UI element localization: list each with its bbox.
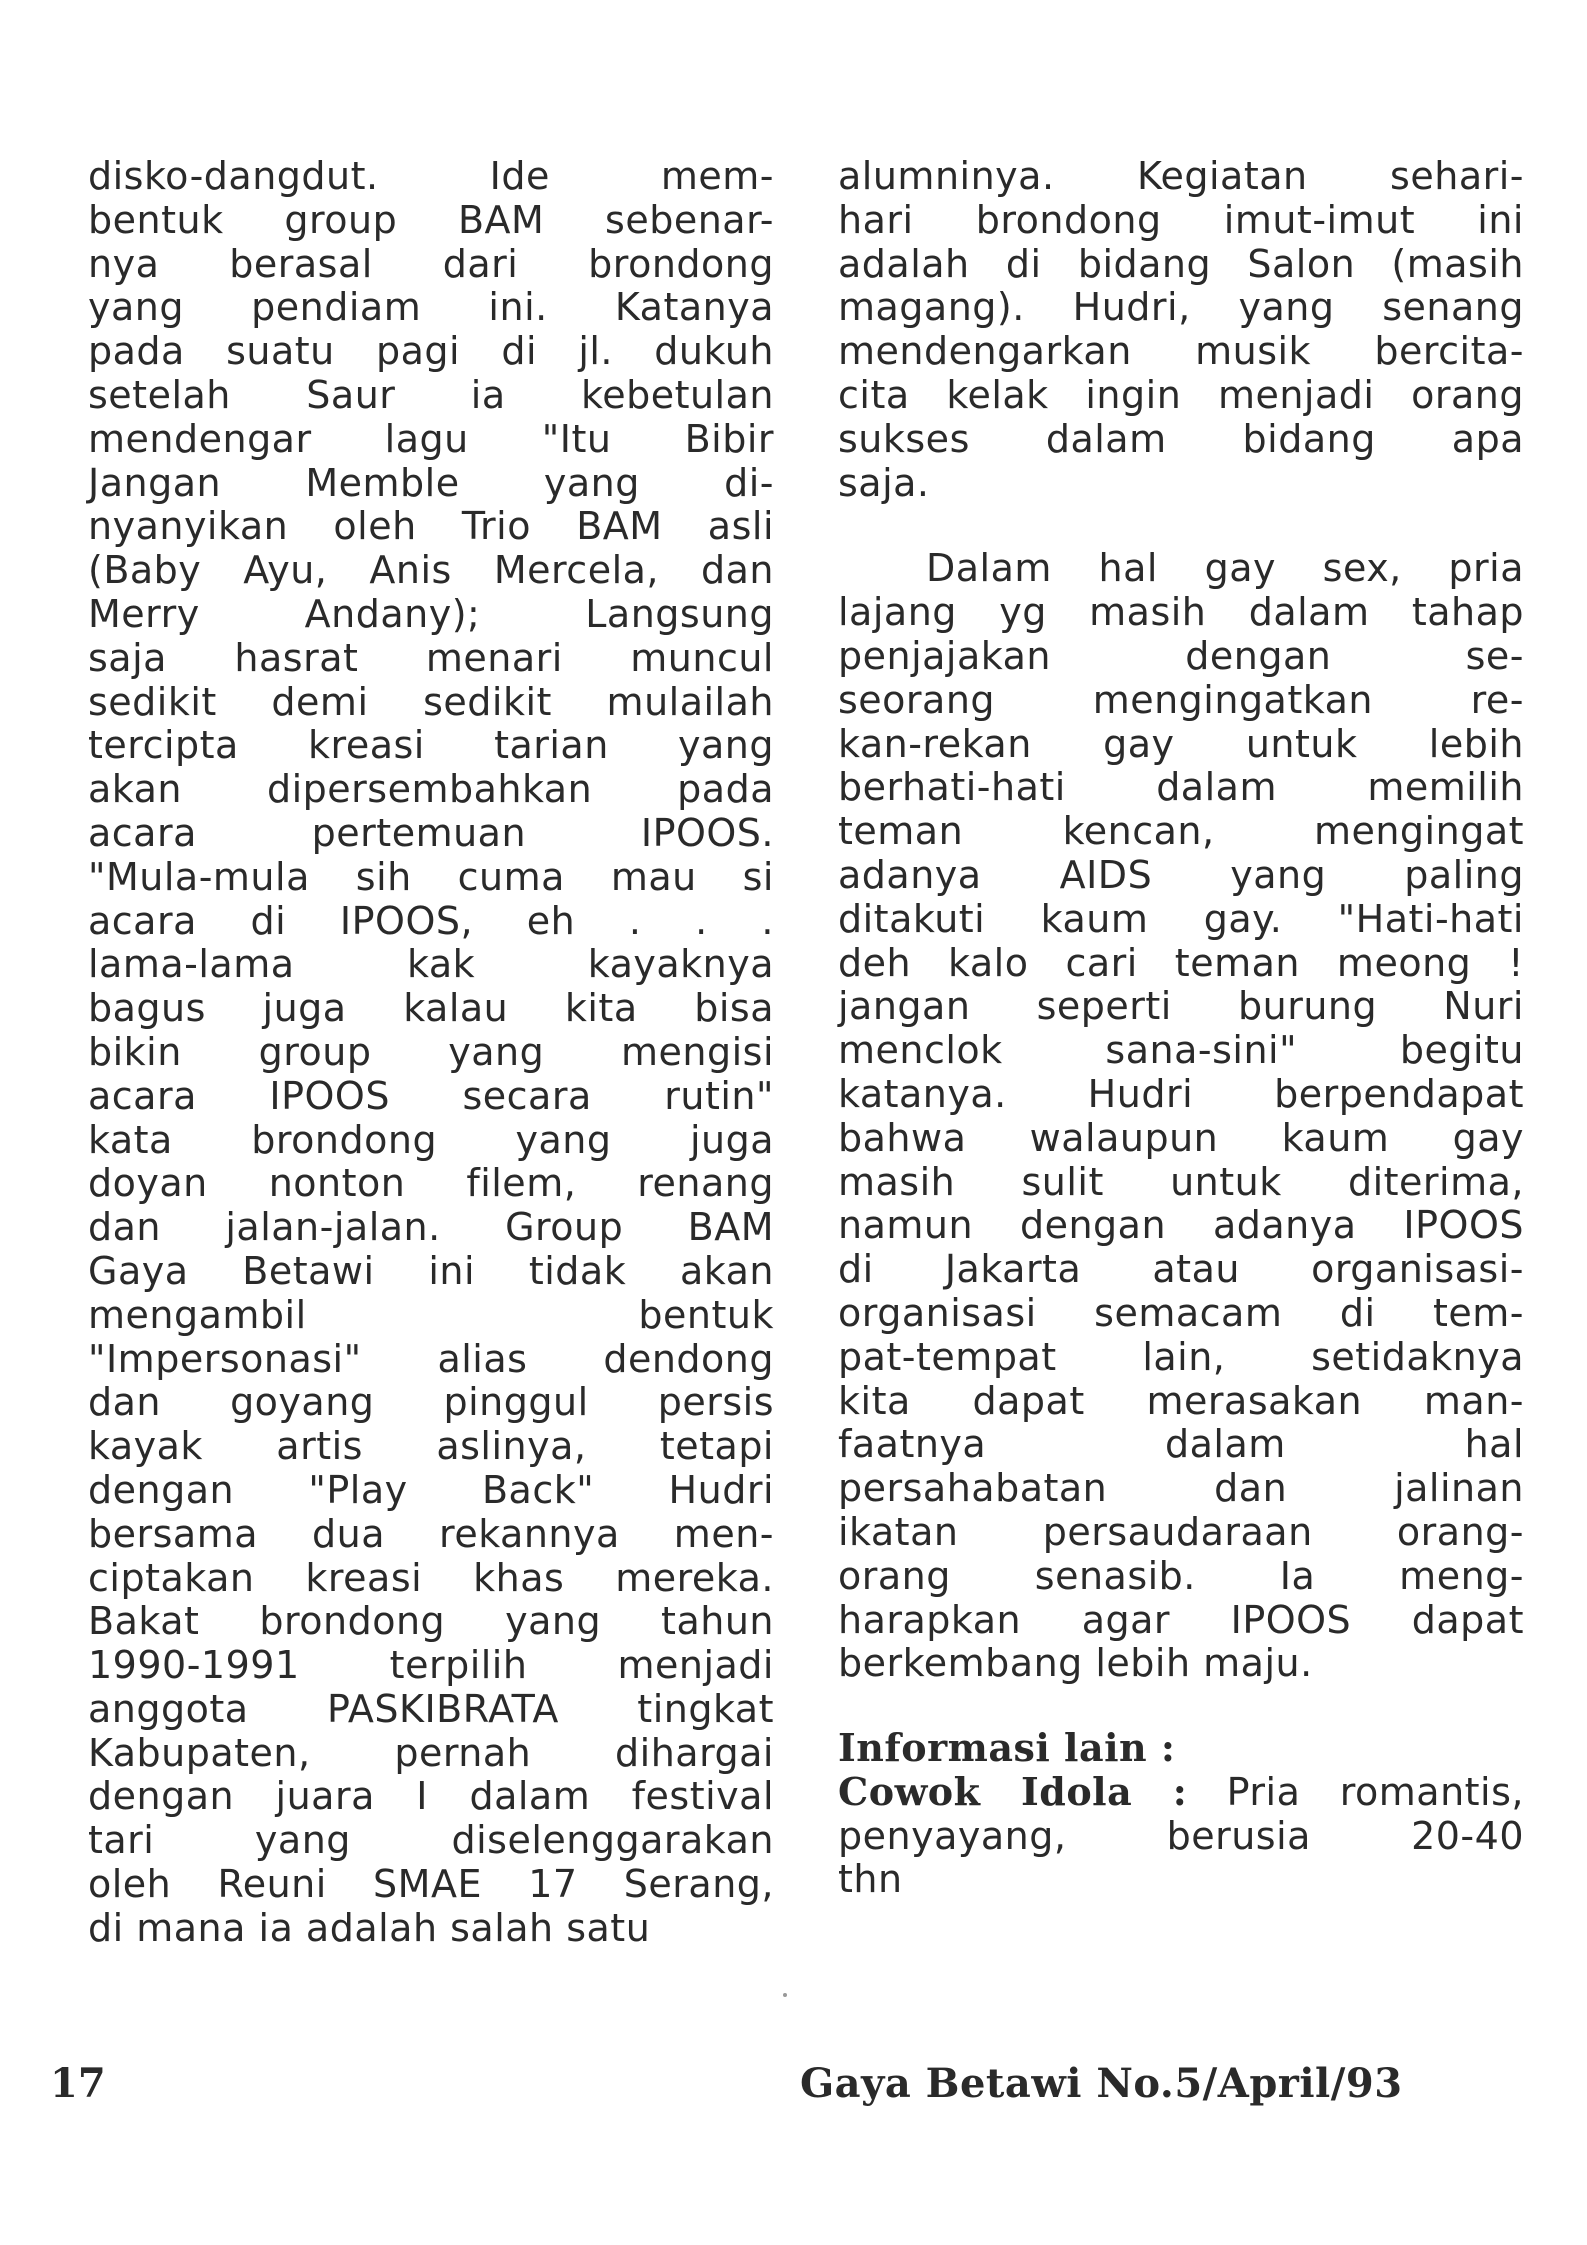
text-line: (Baby Ayu, Anis Mercela, dan xyxy=(88,548,774,593)
text-line: "Mula-mula sih cuma mau si xyxy=(88,854,774,899)
text-line: "Impersonasi" alias dendong xyxy=(88,1336,774,1381)
text-line: nya berasal dari brondong xyxy=(88,241,774,286)
text-line: persahabatan dan jalinan xyxy=(838,1466,1524,1511)
text-line: disko-dangdut. Ide mem- xyxy=(88,154,774,198)
info-heading: Informasi lain : xyxy=(838,1725,1176,1771)
text-line: adalah di bidang Salon (masih xyxy=(838,241,1524,286)
text-line: katanya. Hudri berpendapat xyxy=(838,1071,1524,1116)
idola-line xyxy=(838,1770,1524,1815)
text-line: adanya AIDS yang paling xyxy=(838,852,1524,897)
text-line: di Jakarta atau organisasi- xyxy=(838,1247,1524,1292)
text-line: bagus juga kalau kita bisa xyxy=(88,986,774,1031)
right-paragraph-1 xyxy=(838,155,1524,505)
masthead: Gaya Betawi No.5/April/93 xyxy=(800,2060,1403,2107)
text-line: dengan juara I dalam festival xyxy=(88,1774,774,1819)
text-line: menclok sana-sini" begitu xyxy=(838,1028,1524,1073)
text-line: yang pendiam ini. Katanya xyxy=(88,285,774,330)
text-line: ciptakan kreasi khas mereka. xyxy=(88,1555,774,1600)
text-line: mengambil bentuk xyxy=(88,1292,774,1337)
text-line: Jangan Memble yang di- xyxy=(88,460,774,505)
text-line: acara di IPOOS, eh . . . xyxy=(88,898,774,943)
text-line: acara pertemuan IPOOS. xyxy=(88,810,774,855)
text-line: bikin group yang mengisi xyxy=(88,1029,774,1074)
text-line: saja hasrat menari muncul xyxy=(88,635,774,680)
text-line: kan-rekan gay untuk lebih xyxy=(838,721,1524,766)
text-line: anggota PASKIBRATA tingkat xyxy=(88,1686,774,1731)
text-line: alumninya. Kegiatan sehari- xyxy=(838,154,1524,198)
text-line: acara IPOOS secara rutin" xyxy=(88,1073,774,1118)
text-line: faatnya dalam hal xyxy=(838,1422,1524,1467)
text-line: teman kencan, mengingat xyxy=(838,809,1524,854)
text-line: Merry Andany); Langsung xyxy=(88,591,774,636)
text-line: seorang mengingatkan re- xyxy=(838,677,1524,722)
text-line: lajang yg masih dalam tahap xyxy=(838,590,1524,635)
text-line: ikatan persaudaraan orang- xyxy=(838,1509,1524,1554)
text-line: Gaya Betawi ini tidak akan xyxy=(88,1248,774,1293)
text-line: sukses dalam bidang apa xyxy=(838,416,1524,461)
text-line: jangan seperti burung Nuri xyxy=(838,984,1524,1029)
text-line: akan dipersembahkan pada xyxy=(88,767,774,812)
text-line: berkembang lebih maju. xyxy=(838,1641,1313,1686)
text-line: pat-tempat lain, setidaknya xyxy=(838,1334,1524,1379)
text-line: masih sulit untuk diterima, xyxy=(838,1159,1524,1204)
page-number: 17 xyxy=(50,2060,106,2107)
text-line: penjajakan dengan se- xyxy=(838,633,1524,678)
text-line: dan jalan-jalan. Group BAM xyxy=(88,1205,774,1250)
text-line: sedikit demi sedikit mulailah xyxy=(88,679,774,724)
left-column xyxy=(88,155,774,1951)
text-line: orang senasib. Ia meng- xyxy=(838,1553,1524,1598)
text-line: saja. xyxy=(838,460,930,505)
idola-line-3: thn xyxy=(838,1857,903,1902)
text-line: 1990-1991 terpilih menjadi xyxy=(88,1643,774,1688)
text-line: doyan nonton filem, renang xyxy=(88,1161,774,1206)
text-line: pada suatu pagi di jl. dukuh xyxy=(88,329,774,374)
text-line: hari brondong imut-imut ini xyxy=(838,197,1524,242)
paper-speck xyxy=(783,1993,787,1997)
text-line: setelah Saur ia kebetulan xyxy=(88,372,774,417)
text-line: Dalam hal gay sex, pria xyxy=(926,546,1524,591)
text-line: tari yang diselenggarakan xyxy=(88,1818,774,1863)
text-line: magang). Hudri, yang senang xyxy=(838,285,1524,330)
text-line: berhati-hati dalam memilih xyxy=(838,765,1524,810)
text-line: namun dengan adanya IPOOS xyxy=(838,1203,1524,1248)
text-line: kita dapat merasakan man- xyxy=(838,1378,1524,1423)
text-line: tercipta kreasi tarian yang xyxy=(88,723,774,768)
text-line: di mana ia adalah salah satu xyxy=(88,1905,651,1950)
idola-line-2: penyayang, berusia 20-40 xyxy=(838,1813,1524,1858)
right-paragraph-2 xyxy=(838,547,1524,1686)
text-line: Kabupaten, pernah dihargai xyxy=(88,1730,774,1775)
text-line: organisasi semacam di tem- xyxy=(838,1290,1524,1335)
text-line: kayak artis aslinya, tetapi xyxy=(88,1424,774,1469)
text-line: mendengarkan musik bercita- xyxy=(838,329,1524,374)
right-column xyxy=(838,155,1524,1902)
text-line: nyanyikan oleh Trio BAM asli xyxy=(88,504,774,549)
text-line: deh kalo cari teman meong ! xyxy=(838,940,1524,985)
text-line: kata brondong yang juga xyxy=(88,1117,774,1162)
text-line: cita kelak ingin menjadi orang xyxy=(838,372,1524,417)
text-line: oleh Reuni SMAE 17 Serang, xyxy=(88,1862,774,1907)
idola-text: Pria romantis, xyxy=(1226,1769,1524,1814)
text-line: harapkan agar IPOOS dapat xyxy=(838,1597,1524,1642)
text-line: dan goyang pinggul persis xyxy=(88,1380,774,1425)
text-line: Bakat brondong yang tahun xyxy=(88,1599,774,1644)
text-line: mendengar lagu "Itu Bibir xyxy=(88,416,774,461)
text-line: ditakuti kaum gay. "Hati-hati xyxy=(838,896,1524,941)
text-line: lama-lama kak kayaknya xyxy=(88,942,774,987)
text-line: bersama dua rekannya men- xyxy=(88,1511,774,1556)
text-line: dengan "Play Back" Hudri xyxy=(88,1467,774,1512)
text-line: bahwa walaupun kaum gay xyxy=(838,1115,1524,1160)
idola-label: Cowok Idola : xyxy=(838,1768,1188,1814)
text-line: bentuk group BAM sebenar- xyxy=(88,197,774,242)
